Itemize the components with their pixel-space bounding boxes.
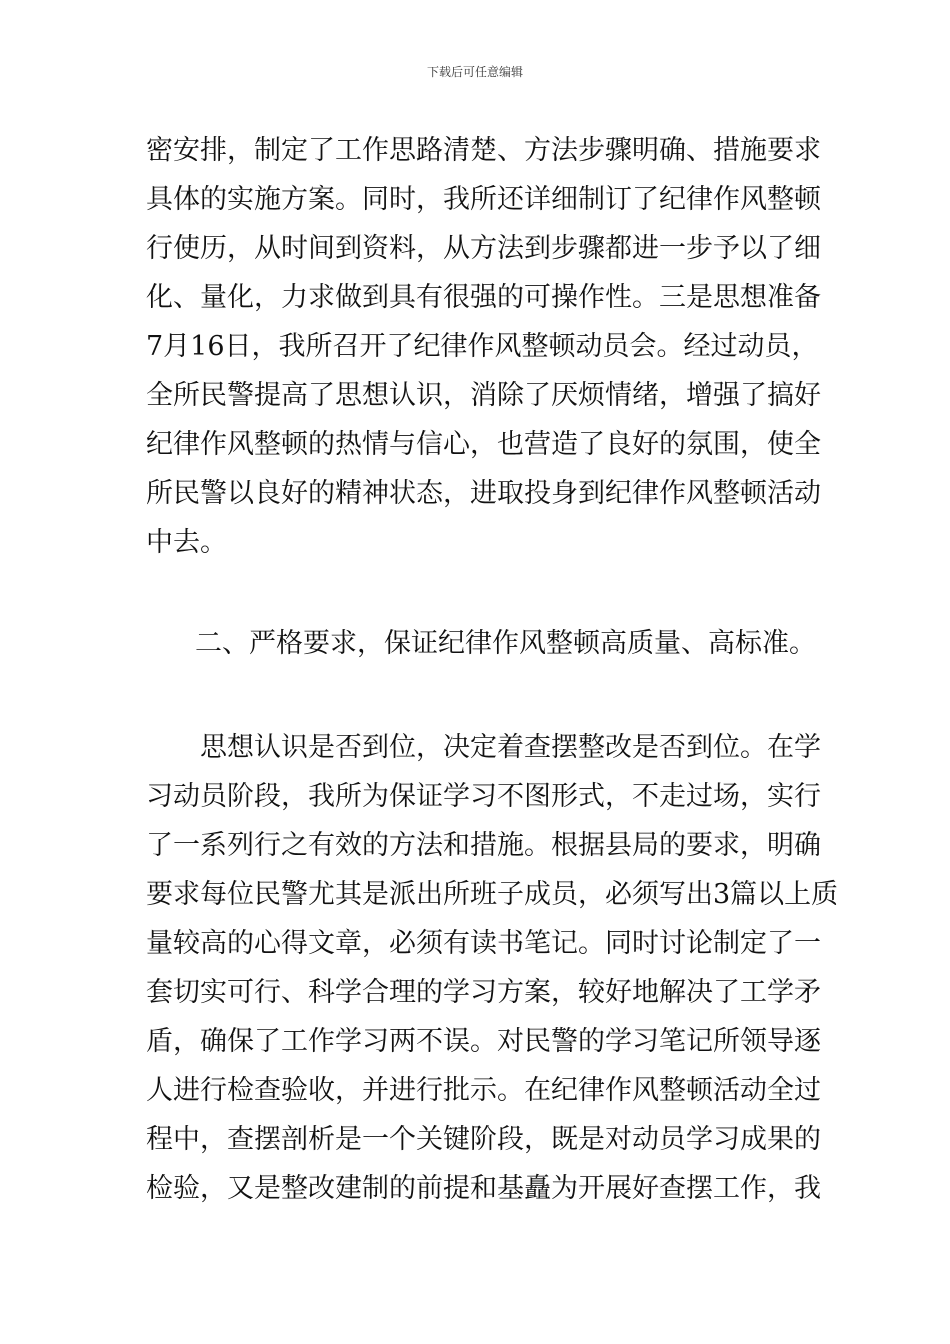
paragraph-2-line: 了一系列行之有效的方法和措施。根据县局的要求，明确	[146, 830, 821, 861]
paragraph-1-line: 中去。	[146, 527, 227, 558]
paragraph-2-line: 程中，查摆剖析是一个关键阶段，既是对动员学习成果的	[146, 1124, 821, 1155]
paragraph-1-line: 行使历，从时间到资料，从方法到步骤都进一步予以了细	[146, 233, 821, 264]
paragraph-2-line: 习动员阶段，我所为保证学习不图形式，不走过场，实行	[146, 781, 821, 812]
paragraph-1-line: 所民警以良好的精神状态，进取投身到纪律作风整顿活动	[146, 478, 821, 509]
paragraph-1-line: 7月16日，我所召开了纪律作风整顿动员会。经过动员，	[146, 331, 819, 362]
paragraph-1-line: 化、量化，力求做到具有很强的可操作性。三是思想准备	[146, 282, 821, 313]
paragraph-2-line: 检验，又是整改建制的前提和基矗为开展好查摆工作，我	[146, 1173, 821, 1204]
paragraph-2-line: 人进行检查验收，并进行批示。在纪律作风整顿活动全过	[146, 1075, 821, 1106]
section-heading: 二、严格要求，保证纪律作风整顿高质量、高标准。	[195, 628, 816, 659]
paragraph-2-line: 思想认识是否到位，决定着查摆整改是否到位。在学	[146, 732, 821, 763]
paragraph-1-line: 密安排，制定了工作思路清楚、方法步骤明确、措施要求	[146, 135, 821, 166]
paragraph-1	[146, 126, 826, 567]
paragraph-1-line: 纪律作风整顿的热情与信心，也营造了良好的氛围，使全	[146, 429, 821, 460]
paragraph-2-line: 套切实可行、科学合理的学习方案，较好地解决了工学矛	[146, 977, 821, 1008]
paragraph-1-line: 全所民警提高了思想认识，消除了厌烦情绪，增强了搞好	[146, 380, 821, 411]
paragraph-1-line: 具体的实施方案。同时，我所还详细制订了纪律作风整顿	[146, 184, 821, 215]
paragraph-2-line: 量较高的心得文章，必须有读书笔记。同时讨论制定了一	[146, 928, 821, 959]
paragraph-2	[146, 723, 839, 1213]
paragraph-2-line: 盾，确保了工作学习两不误。对民警的学习笔记所领导逐	[146, 1026, 821, 1057]
paragraph-2-line: 要求每位民警尤其是派出所班子成员，必须写出3篇以上质	[146, 879, 839, 910]
page-header-note: 下载后可任意编辑	[426, 65, 523, 79]
